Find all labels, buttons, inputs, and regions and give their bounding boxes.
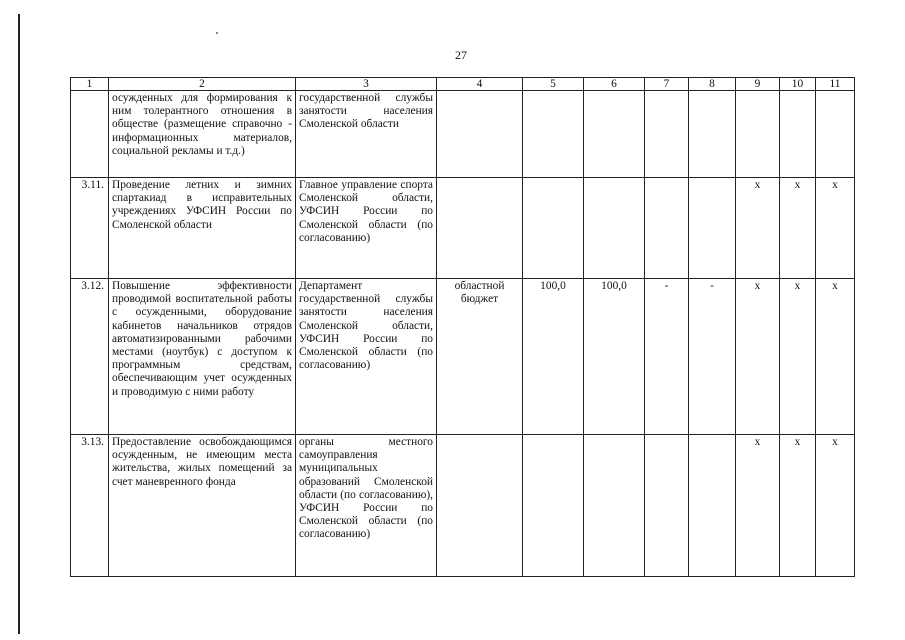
- cell-col9: х: [736, 279, 780, 435]
- cell-col11: х: [816, 178, 855, 279]
- executor: органы местного самоуправления муниципальных образований Смоленской области (по согласованию), УФСИН России по Смоленской области (по согласованию): [296, 435, 437, 577]
- funding-source: [437, 91, 523, 178]
- header-cell: 11: [816, 78, 855, 91]
- cell-col9: х: [736, 178, 780, 279]
- header-cell: 9: [736, 78, 780, 91]
- cell-col11: х: [816, 435, 855, 577]
- cell-col8: [689, 435, 736, 577]
- executor: Департамент государственной службы занятости населения Смоленской области, УФСИН России по Смоленской области (по согласованию): [296, 279, 437, 435]
- cell-col5: [523, 435, 584, 577]
- scan-speck: [216, 32, 218, 34]
- funding-source: областной бюджет: [437, 279, 523, 435]
- cell-col6: [584, 178, 645, 279]
- executor: государственной службы занятости населения Смоленской области: [296, 91, 437, 178]
- event-description: Проведение летних и зимних спартакиад в исправительных учреждениях УФСИН России по Смоленской области: [109, 178, 296, 279]
- cell-col5: 100,0: [523, 279, 584, 435]
- event-description: осужденных для формирования к ним толерантного отношения в обществе (размещение справочно - информационных материалов, социальной рекламы и т.д.): [109, 91, 296, 178]
- executor: Главное управление спорта Смоленской области, УФСИН России по Смоленской области (по согласованию): [296, 178, 437, 279]
- event-description: Повышение эффективности проводимой воспитательной работы с осужденными, оборудование кабинетов начальников отрядов автоматизированными рабочими местами (ноутбук) с доступом к программным средствам, обеспечивающим учет осужденных и проводимую с ними работу: [109, 279, 296, 435]
- event-description: Предоставление освобождающимся осужденным, не имеющим места жительства, жилых помещений за счет маневренного фонда: [109, 435, 296, 577]
- page-margin-line: [18, 14, 20, 634]
- header-cell: 4: [437, 78, 523, 91]
- table-row: [71, 178, 855, 279]
- cell-col9: [736, 91, 780, 178]
- cell-col10: х: [780, 435, 816, 577]
- cell-col8: [689, 178, 736, 279]
- cell-col5: [523, 91, 584, 178]
- row-number: [71, 91, 109, 178]
- cell-col7: [645, 435, 689, 577]
- cell-col8: -: [689, 279, 736, 435]
- header-cell: 10: [780, 78, 816, 91]
- funding-source: [437, 435, 523, 577]
- table-row: [71, 279, 855, 435]
- cell-col11: [816, 91, 855, 178]
- cell-col7: -: [645, 279, 689, 435]
- cell-col10: х: [780, 178, 816, 279]
- header-cell: 3: [296, 78, 437, 91]
- cell-col8: [689, 91, 736, 178]
- cell-col6: [584, 91, 645, 178]
- cell-col5: [523, 178, 584, 279]
- header-row: [71, 78, 855, 91]
- cell-col7: [645, 178, 689, 279]
- cell-col11: х: [816, 279, 855, 435]
- cell-col10: [780, 91, 816, 178]
- table-row: [71, 91, 855, 178]
- row-number: 3.12.: [71, 279, 109, 435]
- funding-source: [437, 178, 523, 279]
- cell-col6: [584, 435, 645, 577]
- row-number: 3.11.: [71, 178, 109, 279]
- header-cell: 8: [689, 78, 736, 91]
- header-cell: 5: [523, 78, 584, 91]
- page-number: 27: [455, 48, 467, 62]
- table-row: [71, 435, 855, 577]
- header-cell: 7: [645, 78, 689, 91]
- cell-col10: х: [780, 279, 816, 435]
- row-number: 3.13.: [71, 435, 109, 577]
- header-cell: 2: [109, 78, 296, 91]
- cell-col9: х: [736, 435, 780, 577]
- program-table: [70, 77, 855, 577]
- header-cell: 6: [584, 78, 645, 91]
- cell-col7: [645, 91, 689, 178]
- header-cell: 1: [71, 78, 109, 91]
- cell-col6: 100,0: [584, 279, 645, 435]
